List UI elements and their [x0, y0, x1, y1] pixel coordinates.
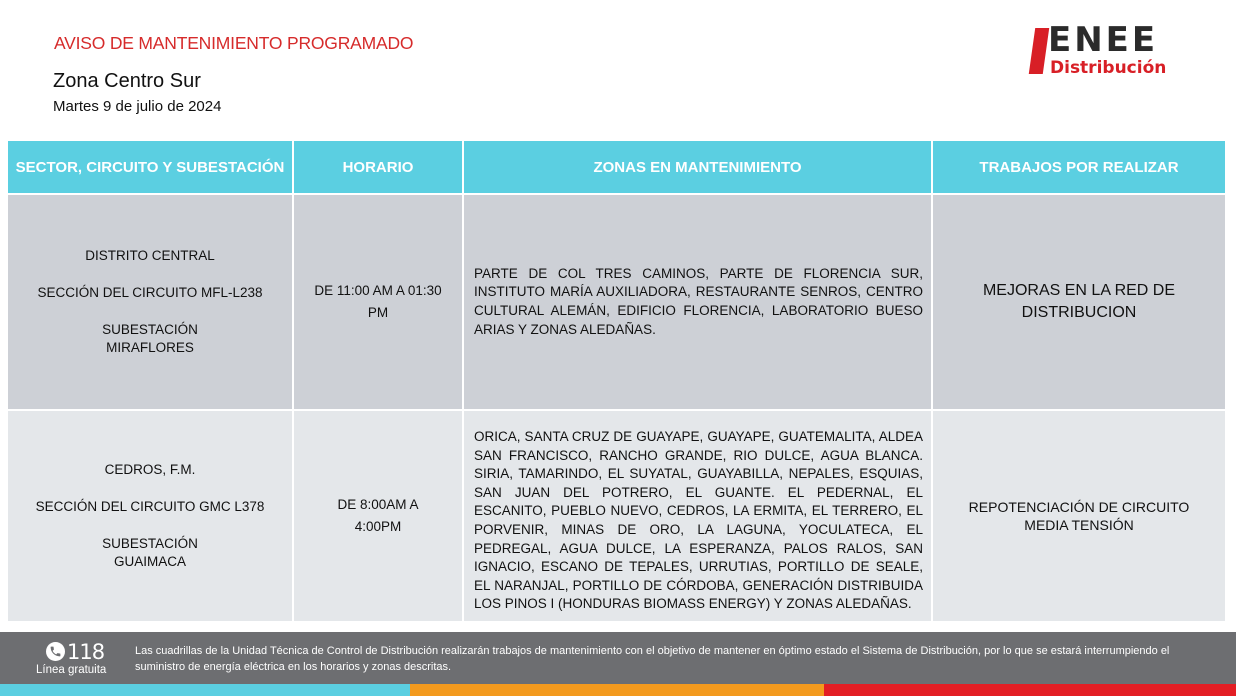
color-stripes	[0, 684, 1236, 696]
sector-cell	[7, 410, 293, 622]
substation-name: GUAIMACA	[113, 554, 186, 569]
work-cell: MEJORAS EN LA RED DE DISTRIBUCION	[932, 194, 1226, 410]
substation-label: SUBESTACIÓN	[102, 535, 198, 551]
enee-logo	[1028, 20, 1203, 82]
phone-icon	[46, 642, 65, 661]
district-name: DISTRITO CENTRAL	[85, 247, 215, 263]
maintenance-table	[6, 139, 1227, 623]
substation-name: MIRAFLORES	[106, 340, 194, 355]
date-line: Martes 9 de julio de 2024	[53, 98, 222, 115]
logo-wordmark: ENEE	[1048, 20, 1159, 60]
header-schedule: HORARIO	[293, 140, 463, 194]
logo-subtitle: Distribución	[1050, 58, 1167, 78]
table-header-row	[7, 140, 1226, 194]
hotline-label: Línea gratuita	[36, 664, 107, 676]
schedule-cell: DE 11:00 AM A 01:30 PM	[293, 194, 463, 410]
sector-cell	[7, 194, 293, 410]
header-work: TRABAJOS POR REALIZAR	[932, 140, 1226, 194]
schedule-cell: DE 8:00AM A 4:00PM	[293, 410, 463, 622]
substation-label: SUBESTACIÓN	[102, 321, 198, 337]
work-cell: REPOTENCIACIÓN DE CIRCUITO MEDIA TENSIÓN	[932, 410, 1226, 622]
stripe-cyan	[0, 684, 410, 696]
district-name: CEDROS, F.M.	[104, 461, 196, 477]
table-row	[7, 194, 1226, 410]
footer-bar	[0, 632, 1236, 684]
stripe-orange	[410, 684, 824, 696]
notice-title: AVISO DE MANTENIMIENTO PROGRAMADO	[54, 33, 414, 53]
circuit-name: SECCIÓN DEL CIRCUITO GMC L378	[35, 498, 265, 514]
footer-message: Las cuadrillas de la Unidad Técnica de Control de Distribución realizarán trabajos de mantenimiento con el objetivo de mantener en óptimo estado el Sistema de Distribución, por lo que se estará interrumpiendo el suministro de energía eléctrica en los horarios y zonas descritas.	[135, 645, 1170, 673]
stripe-red	[824, 684, 1236, 696]
table-row	[7, 410, 1226, 622]
header-sector: SECTOR, CIRCUITO Y SUBESTACIÓN	[7, 140, 293, 194]
hotline-number: 118	[67, 640, 105, 664]
zones-cell: PARTE DE COL TRES CAMINOS, PARTE DE FLORENCIA SUR, INSTITUTO MARÍA AUXILIADORA, RESTAURANTE SENROS, CENTRO CULTURAL ALEMÁN, EDIFICIO FLORENCIA, LABORATORIO BUESO ARIAS Y ZONAS ALEDAÑAS.	[463, 194, 932, 410]
zone-title: Zona Centro Sur	[53, 70, 201, 92]
zones-cell: ORICA, SANTA CRUZ DE GUAYAPE, GUAYAPE, GUATEMALITA, ALDEA SAN FRANCISCO, RANCHO GRANDE, RIO DULCE, AGUA BLANCA. SIRIA, TAMARINDO, EL SUYATAL, GUAYABILLA, NEPALES, ESQUIAS, SAN JUAN DEL POTRERO, EL GUANTE. EL PEDERNAL, EL ESCANITO, PUEBLO NUEVO, CEDROS, LA ERMITA, EL TERRERO, EL PORVENIR, MINAS DE ORO, LA LAGUNA, YOCULATECA, EL PEDREGAL, AGUA DULCE, LA ESPERANZA, PALOS RALOS, SAN IGNACIO, ESCANO DE TEPALES, URRUTIAS, PORTILLO DE SEALE, EL NARANJAL, PORTILLO DE CÓRDOBA, GENERACIÓN DISTRIBUIDA LOS PINOS I (HONDURAS BIOMASS ENERGY) Y ZONAS ALEDAÑAS.	[463, 410, 932, 622]
header-zones: ZONAS EN MANTENIMIENTO	[463, 140, 932, 194]
circuit-name: SECCIÓN DEL CIRCUITO MFL-L238	[37, 284, 263, 300]
logo-mark	[1029, 28, 1049, 74]
